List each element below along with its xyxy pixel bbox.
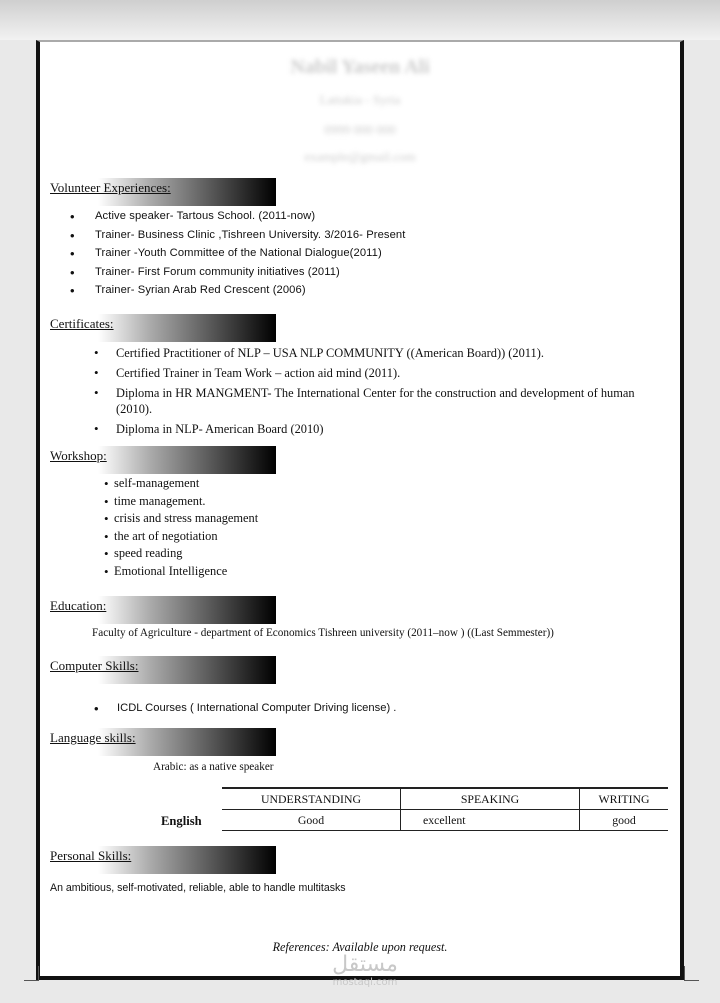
table-cell: good — [580, 810, 669, 831]
list-item: • time management. — [104, 494, 258, 512]
table-header-cell: UNDERSTANDING — [222, 788, 401, 810]
list-item: • Diploma in HR MANGMENT- The International Center for the construction and development of human (2010). — [90, 385, 670, 417]
list-item: • ICDL Courses ( International Computer Driving license) . — [90, 702, 396, 714]
education-text: Faculty of Agriculture - department of Economics Tishreen university (2011–now ) ((Last Semmester)) — [92, 627, 554, 639]
resume-page — [36, 40, 684, 988]
crop-mark — [24, 966, 39, 981]
list-item: • self-management — [104, 476, 258, 494]
section-heading-workshop: Workshop: — [48, 446, 276, 474]
personal-skills-text: An ambitious, self-motivated, reliable, able to handle multitasks — [50, 882, 346, 894]
english-label: English — [161, 814, 202, 828]
section-heading-computer: Computer Skills: — [48, 656, 276, 684]
header-address: Lattakia - Syria — [319, 92, 401, 107]
header-phone: 0999 000 000 — [324, 122, 396, 137]
volunteer-list — [68, 210, 405, 303]
table-cell: Good — [222, 810, 401, 831]
language-table — [222, 787, 668, 831]
list-item: • crisis and stress management — [104, 511, 258, 529]
watermark-logo: مستقل — [332, 952, 398, 977]
table-cell: excellent — [401, 810, 580, 831]
table-header-row — [222, 788, 668, 810]
list-item: • Certified Practitioner of NLP – USA NLP COMMUNITY ((American Board)) (2011). — [90, 345, 670, 361]
table-header-cell: SPEAKING — [401, 788, 580, 810]
section-heading-personal: Personal Skills: — [48, 846, 276, 874]
list-item: • speed reading — [104, 546, 258, 564]
computer-skills-list — [90, 702, 396, 714]
references-note: References: Available upon request. — [272, 940, 448, 954]
list-item: • Certified Trainer in Team Work – action aid mind (2011). — [90, 365, 670, 381]
section-heading-volunteer: Volunteer Experiences: — [48, 178, 276, 206]
header-email: example@gmail.com — [304, 149, 416, 164]
workshop-list — [104, 476, 258, 581]
crop-mark — [684, 966, 699, 981]
candidate-name: Nabil Yaseen Ali — [290, 56, 430, 78]
table-row — [222, 810, 668, 831]
list-item: • Trainer- Syrian Arab Red Crescent (2006) — [68, 284, 405, 303]
watermark-url: mostaql.com — [332, 977, 398, 988]
list-item: • the art of negotiation — [104, 529, 258, 547]
section-heading-education: Education: — [48, 596, 276, 624]
list-item: • Trainer- First Forum community initiatives (2011) — [68, 266, 405, 285]
certificates-list — [90, 345, 670, 441]
photo-background — [0, 0, 720, 40]
section-heading-certificates: Certificates: — [48, 314, 276, 342]
list-item: • Trainer -Youth Committee of the National Dialogue(2011) — [68, 247, 405, 266]
section-heading-language: Language skills: — [48, 728, 276, 756]
list-item: • Trainer- Business Clinic ,Tishreen University. 3/2016- Present — [68, 229, 405, 248]
list-item: • Diploma in NLP- American Board (2010) — [90, 421, 670, 437]
list-item: • Active speaker- Tartous School. (2011-now) — [68, 210, 405, 229]
native-language: Arabic: as a native speaker — [153, 761, 274, 773]
table-header-cell: WRITING — [580, 788, 669, 810]
list-item: • Emotional Intelligence — [104, 564, 258, 582]
watermark — [320, 952, 410, 988]
